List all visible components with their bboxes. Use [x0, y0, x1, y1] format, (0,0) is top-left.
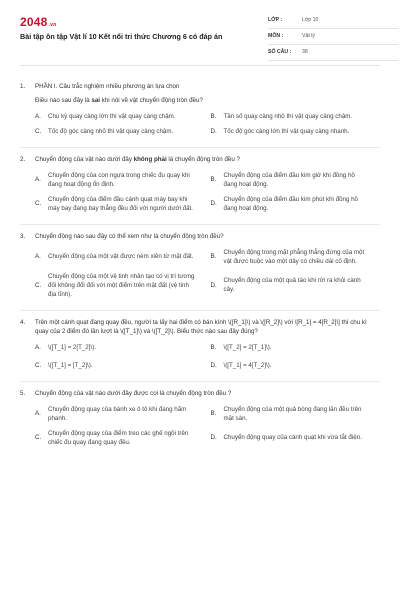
section-title: PHẦN I. Câu trắc nghiệm nhiều phương án lựa chọn: [35, 83, 180, 90]
option-c[interactable]: [35, 430, 205, 448]
option-letter: A.: [35, 410, 41, 418]
question-5: [20, 390, 380, 448]
question-text-part: là chuyển động tròn đều ?: [166, 155, 240, 163]
option-text: Chuyển động của điểm đầu kim giờ khi đồng hồ đang hoạt động.: [223, 171, 355, 188]
meta-key: MÔN :: [268, 32, 284, 39]
option-letter: C.: [35, 281, 42, 289]
page-header: [20, 0, 380, 66]
divider: [20, 310, 380, 311]
option-d[interactable]: [211, 273, 381, 300]
option-letter: B.: [210, 112, 217, 120]
option-text: Tần số quay càng nhỏ thì vật quay càng chậm.: [223, 112, 353, 120]
option-c[interactable]: [35, 196, 205, 214]
option-d[interactable]: [211, 362, 381, 371]
option-text: Chuyển động quay của cánh quạt khi vừa tắt điện.: [223, 434, 362, 442]
meta-row-subject: [268, 29, 398, 45]
option-text: Chuyển động quay của bánh xe ô tô khi đang hãm phanh.: [48, 405, 187, 422]
question-text: Trên một cánh quạt đang quay đều, người ta lấy hai điểm có bán kính \([R_1]\) và \([R_2]\) với \[R_1] = 4[R_2]\] thì chu kì quay của 2 điểm đó lần lượt là \([T_1]\) và \([T_2]\). Biểu thức nào sau đây đúng?: [35, 318, 367, 335]
option-text: Chuyển động của một quả táo khi rời ra khỏi cành cây.: [223, 277, 361, 294]
option-a[interactable]: [35, 406, 205, 424]
option-text: \([T_1] = 4[T_2]\).: [223, 361, 272, 369]
option-text: \([T_1] = [T_2]\).: [48, 361, 93, 369]
option-letter: A.: [35, 253, 41, 261]
divider: [20, 381, 380, 382]
prompt-text: Điều nào sau đây là: [35, 96, 92, 104]
question-number: 3.: [20, 232, 26, 240]
option-b[interactable]: [211, 249, 381, 267]
options-grid: [20, 406, 380, 448]
question-number: 4.: [20, 318, 26, 326]
option-letter: D.: [210, 200, 217, 208]
question-prompt: [20, 97, 380, 106]
option-a[interactable]: [35, 344, 205, 353]
option-text: Chuyển động của một quả bóng đang lăn đều trên mặt sàn.: [223, 405, 362, 422]
question-1: [20, 83, 380, 137]
meta-value: 38: [302, 48, 308, 55]
option-text: Tốc độ góc càng lớn thì vật quay càng nhanh.: [223, 127, 350, 135]
option-a[interactable]: [35, 113, 205, 122]
meta-row-count: [268, 45, 398, 61]
option-letter: C.: [35, 127, 42, 135]
prompt-bold: sai: [91, 96, 101, 104]
option-text: Chuyển động trong mặt phẳng thẳng đứng của một vật được buộc vào một dây có chiều dài cố định.: [223, 248, 365, 265]
option-letter: A.: [35, 112, 41, 120]
option-letter: B.: [210, 343, 217, 351]
option-letter: A.: [35, 176, 41, 184]
option-text: Chuyển động của con ngựa trong chiếc đu quay khi đang hoạt động ổn định.: [48, 171, 190, 188]
document-meta: [268, 13, 398, 61]
option-d[interactable]: [211, 196, 381, 214]
option-text: Chuyển động của điểm đầu kim phút khi đồng hồ đang hoạt động.: [223, 195, 358, 212]
option-letter: D.: [210, 281, 217, 289]
option-a[interactable]: [35, 249, 205, 267]
prompt-text: khi nói về vật chuyển động tròn đều?: [100, 96, 203, 104]
options-grid: [20, 344, 380, 371]
option-c[interactable]: [35, 273, 205, 300]
option-b[interactable]: [211, 406, 381, 424]
question-number: 5.: [20, 389, 26, 397]
option-c[interactable]: [35, 128, 205, 137]
option-letter: B.: [210, 253, 217, 261]
question-text-part: Chuyển động của vật nào dưới đây: [35, 155, 134, 163]
option-letter: D.: [210, 434, 217, 442]
question-3: [20, 233, 380, 300]
options-grid: [20, 172, 380, 214]
logo-suffix: .vn: [48, 22, 57, 28]
document-title: Bài tập ôn tập Vật lí 10 Kết nối tri thức Chương 6 có đáp án: [20, 32, 223, 41]
option-a[interactable]: [35, 172, 205, 190]
option-b[interactable]: [211, 113, 381, 122]
option-text: \([T_1] = 2[T_2]\).: [48, 343, 96, 351]
options-grid: [20, 249, 380, 300]
site-logo[interactable]: [20, 14, 56, 31]
option-text: Chuyển động của điểm đầu cánh quạt máy bay khi máy bay đang bay thẳng đều đối với người dưới đất.: [48, 195, 193, 212]
option-letter: D.: [210, 361, 217, 369]
divider: [20, 147, 380, 148]
option-letter: B.: [210, 176, 217, 184]
option-b[interactable]: [211, 344, 381, 353]
meta-row-class: [268, 13, 398, 29]
option-letter: C.: [35, 361, 42, 369]
option-letter: C.: [35, 200, 42, 208]
question-text-bold: không phải: [133, 155, 167, 163]
meta-value: Lớp 10: [302, 16, 319, 23]
logo-main: 2048: [20, 15, 48, 29]
option-letter: B.: [210, 410, 217, 418]
question-4: [20, 319, 380, 371]
option-d[interactable]: [211, 430, 381, 448]
meta-value: Vật lý: [302, 32, 315, 39]
option-letter: A.: [35, 343, 41, 351]
meta-key: LỚP :: [268, 16, 283, 23]
option-d[interactable]: [211, 128, 381, 137]
option-text: Chuyển động của một vật được ném xiên từ mặt đất.: [48, 253, 194, 261]
option-letter: D.: [210, 127, 217, 135]
option-text: Chuyển động quay của điểm treo các ghế ngồi trên chiếc đu quay đang quay đều.: [48, 429, 189, 446]
question-number: 2.: [20, 155, 26, 163]
question-list: [20, 66, 380, 448]
option-letter: C.: [35, 434, 42, 442]
option-b[interactable]: [211, 172, 381, 190]
option-text: Chu kỳ quay càng lớn thì vật quay càng chậm.: [48, 112, 176, 120]
option-c[interactable]: [35, 362, 205, 371]
option-text: Chuyển động của một vệ tinh nhân tạo có vị trí tương đối không đổi đối với một điểm trên mặt đất (vệ tinh địa tĩnh).: [48, 272, 195, 298]
question-number: 1.: [20, 83, 26, 90]
option-text: \([T_2] = 2[T_1]\).: [223, 343, 272, 351]
option-text: Tốc độ góc càng nhỏ thì vật quay càng chậm.: [48, 127, 174, 135]
options-grid: [20, 113, 380, 137]
question-2: [20, 156, 380, 214]
question-text: Chuyển động của vật nào dưới đây được coi là chuyển động tròn đều ?: [35, 389, 232, 397]
question-text: Chuyển động nào sau đây có thể xem như là chuyển động tròn đều?: [35, 232, 224, 240]
question-text: [35, 156, 380, 165]
divider: [20, 224, 380, 225]
meta-key: SỐ CÂU :: [268, 48, 292, 55]
